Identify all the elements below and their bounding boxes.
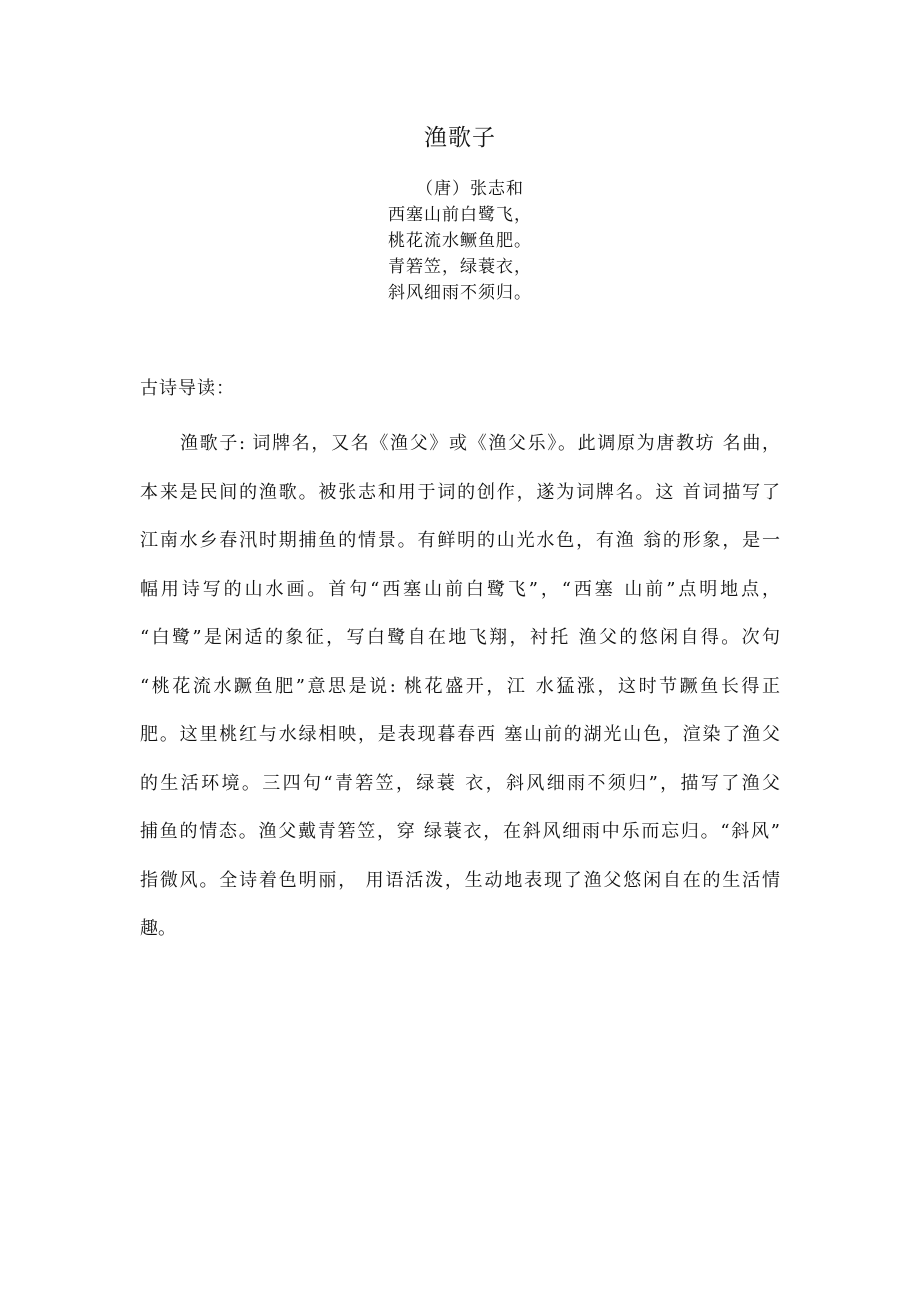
poem-line: 西塞山前白鹭飞， bbox=[388, 205, 532, 225]
paragraph-line: 趣。 bbox=[140, 918, 176, 939]
paragraph-line: 江南水乡春汛时期捕鱼的情景。有鲜明的山光水色，有渔 翁的形象，是一 bbox=[140, 530, 780, 551]
poem-block bbox=[0, 176, 920, 306]
poem-line: 斜风细雨不须归。 bbox=[388, 283, 532, 303]
paragraph-line: 本来是民间的渔歌。被张志和用于词的创作，遂为词牌名。这 首词描写了 bbox=[140, 481, 780, 503]
paragraph-line: “白鹭”是闲适的象征，写白鹭自在地飞翔，衬托 渔父的悠闲自得。次句 bbox=[140, 627, 780, 648]
poem-line: 桃花流水鳜鱼肥。 bbox=[388, 231, 532, 251]
paragraph-line: 的生活环境。三四句“青箬笠，绿蓑 衣，斜风细雨不须归”，描写了渔父 bbox=[140, 772, 780, 794]
commentary-paragraph bbox=[140, 420, 780, 954]
poem-line: 青箬笠，绿蓑衣， bbox=[388, 257, 532, 277]
paragraph-line: 幅用诗写的山水画。首句“西塞山前白鹭飞”，“西塞 山前”点明地点， bbox=[140, 578, 780, 600]
section-label: 古诗导读： bbox=[140, 378, 235, 399]
paragraph-line: “桃花流水蹶鱼肥”意思是说: 桃花盛开，江 水猛涨，这时节蹶鱼长得正 bbox=[140, 675, 780, 697]
paragraph-line: 捕鱼的情态。渔父戴青箬笠，穿 绿蓑衣，在斜风细雨中乐而忘归。“斜风” bbox=[140, 821, 780, 842]
paragraph-line: 渔歌子: 词牌名，又名《渔父》或《渔父乐》。此调原为唐教坊 名曲， bbox=[180, 433, 780, 454]
poem-author: （唐）张志和 bbox=[416, 179, 524, 199]
paragraph-line: 肥。这里桃红与水绿相映，是表现暮春西 塞山前的湖光山色，渲染了渔父 bbox=[140, 724, 780, 745]
paragraph-line: 指微风。全诗着色明丽， 用语活泼，生动地表现了渔父悠闲自在的生活情 bbox=[140, 869, 780, 891]
poem-title: 渔歌子 bbox=[424, 125, 496, 151]
